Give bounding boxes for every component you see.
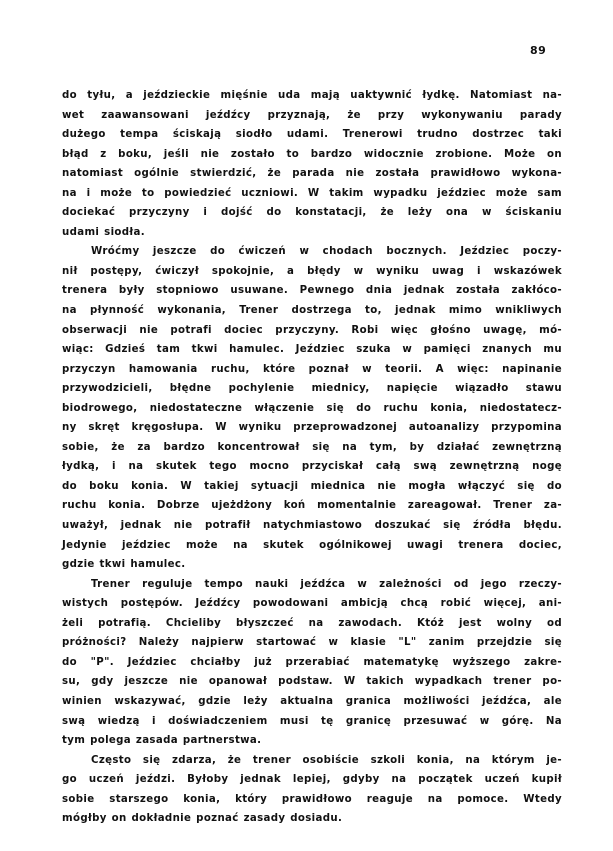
text-line: su, gdy jeszcze nie opanował podstaw. W takich wypadkach trener po- <box>62 676 562 688</box>
text-line: do "P". Jeździec chciałby już przerabiać matematykę wyższego zakre- <box>62 656 562 668</box>
text-line: gdzie tkwi hamulec. <box>62 559 186 571</box>
text-line: obserwacji nie potrafi dociec przyczyny. Robi więc głośno uwagę, mó- <box>62 324 562 336</box>
text-line: udami siodła. <box>62 226 145 238</box>
text-line: sobie starszego konia, który prawidłowo reaguje na pomoce. Wtedy <box>62 793 562 805</box>
paragraph-first-line: Często się zdarza, że trener osobiście szkoli konia, na którym je- <box>91 754 562 766</box>
text-line: tym polega zasada partnerstwa. <box>62 735 262 747</box>
text-line: przywodzicieli, błędne pochylenie miednicy, napięcie wiązadło stawu <box>62 383 562 395</box>
text-line: przyczyn hamowania ruchu, które poznał w teorii. A więc: napinanie <box>62 363 562 375</box>
text-line: biodrowego, niedostateczne włączenie się do ruchu konia, niedostatecz- <box>62 402 562 414</box>
text-line: dużego tempa ściskają siodło udami. Trenerowi trudno dostrzec taki <box>62 129 562 141</box>
text-line: na i może to powiedzieć uczniowi. W takim wypadku jeździec może sam <box>62 187 562 199</box>
paragraph-first-line: Wróćmy jeszcze do ćwiczeń w chodach bocznych. Jeździec poczy- <box>91 246 562 258</box>
text-line: ruchu konia. Dobrze ujeżdżony koń momentalnie zareagował. Trener za- <box>62 500 562 512</box>
text-line: natomiast ogólnie stwierdzić, że parada nie została prawidłowo wykona- <box>62 168 562 180</box>
text-line: na płynność wykonania, Trener dostrzega to, jednak mimo wnikliwych <box>62 305 562 317</box>
text-line: mógłby on dokładnie poznać zasady dosiadu. <box>62 813 343 825</box>
text-line: do tyłu, a jeździeckie mięśnie uda mają uaktywnić łydkę. Natomiast na- <box>62 90 562 101</box>
text-line: dociekać przyczyny i dojść do konstatacji, że leży ona w ściskaniu <box>62 207 562 219</box>
text-line: swą wiedzą i doświadczeniem musi tę granicę przesuwać w górę. Na <box>62 715 562 727</box>
text-line: trenera były stopniowo usuwane. Pewnego dnia jednak została zakłóco- <box>62 285 562 297</box>
body-text <box>62 86 562 829</box>
paragraph-first-line: Trener reguluje tempo nauki jeźdźca w zależności od jego rzeczy- <box>91 578 562 590</box>
text-line: próżności? Należy najpierw startować w klasie "L" zanim przejdzie się <box>62 637 562 649</box>
text-line: Jedynie jeździec może na skutek ogólnikowej uwagi trenera dociec, <box>62 539 562 551</box>
text-line: ny skręt kręgosłupa. W wyniku przeprowadzonej autoanalizy przypomina <box>62 422 562 434</box>
text-line: żeli potrafią. Chcieliby błyszczeć na zawodach. Któż jest wolny od <box>62 617 562 629</box>
text-line: łydką, i na skutek tego mocno przyciskał całą swą zewnętrzną nogę <box>62 461 562 473</box>
text-line: wet zaawansowani jeźdźcy przyznają, że przy wykonywaniu parady <box>62 109 562 121</box>
text-line: sobie, że za bardzo koncentrował się na tym, by działać zewnętrzną <box>62 441 562 453</box>
text-line: go uczeń jeździ. Byłoby jednak lepiej, gdyby na początek uczeń kupił <box>62 774 562 786</box>
text-line: nił postępy, ćwiczył spokojnie, a błędy w wyniku uwag i wskazówek <box>62 265 562 277</box>
text-line: wistych postępów. Jeźdźcy powodowani ambicją chcą robić więcej, ani- <box>62 598 562 610</box>
text-line: winien wskazywać, gdzie leży aktualna granica możliwości jeźdźca, ale <box>62 695 562 707</box>
text-line: wiąc: Gdzieś tam tkwi hamulec. Jeździec szuka w pamięci znanych mu <box>62 344 562 356</box>
text-line: uważył, jednak nie potrafił natychmiastowo doszukać się źródła błędu. <box>62 520 562 532</box>
page-number: 89 <box>530 44 547 57</box>
text-line: do boku konia. W takiej sytuacji miednica nie mogła włączyć się do <box>62 480 562 492</box>
text-line: błąd z boku, jeśli nie zostało to bardzo widocznie zrobione. Może on <box>62 148 562 160</box>
